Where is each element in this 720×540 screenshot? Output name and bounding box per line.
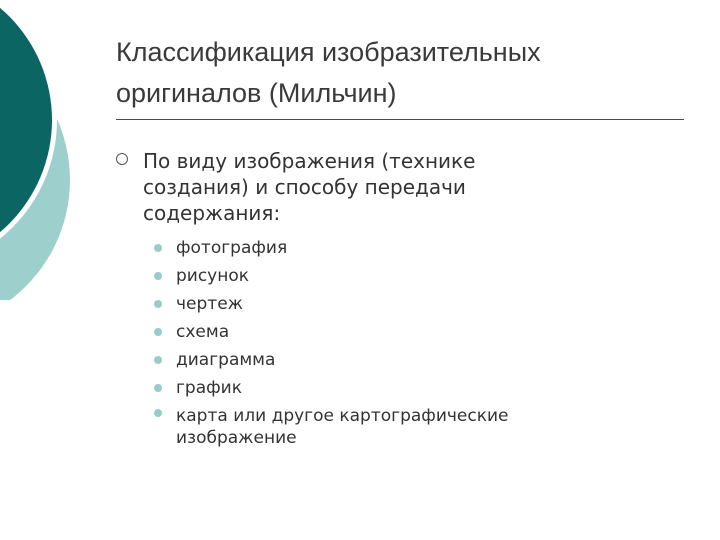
sub-bullet-list bbox=[153, 234, 693, 449]
list-item bbox=[153, 234, 693, 262]
list-item-text-line-2: изображение bbox=[176, 428, 297, 448]
filled-dot-icon bbox=[154, 409, 162, 417]
list-item bbox=[153, 318, 693, 346]
main-bullet-line-2: создания) и способу передачи bbox=[143, 175, 466, 199]
slide-title-line-2: оригиналов (Мильчин) bbox=[116, 78, 397, 108]
main-bullet-item bbox=[116, 148, 676, 226]
list-item bbox=[153, 290, 693, 318]
filled-dot-icon bbox=[154, 272, 162, 280]
main-bullet-text bbox=[143, 148, 676, 226]
filled-dot-icon bbox=[154, 300, 162, 308]
slide-title bbox=[116, 32, 696, 114]
list-item-text-line-1: карта или другое картографические bbox=[176, 406, 509, 426]
list-item-text: фотография bbox=[176, 238, 288, 258]
title-divider bbox=[116, 119, 684, 120]
filled-dot-icon bbox=[154, 244, 162, 252]
list-item-text: диаграмма bbox=[176, 350, 276, 370]
hollow-circle-icon bbox=[116, 153, 128, 165]
filled-dot-icon bbox=[154, 356, 162, 364]
list-item bbox=[153, 374, 693, 402]
main-bullet-line-1: По виду изображения (технике bbox=[143, 149, 476, 173]
main-bullet-line-3: содержания: bbox=[143, 201, 281, 225]
list-item-text: рисунок bbox=[176, 266, 250, 286]
list-item bbox=[153, 262, 693, 290]
filled-dot-icon bbox=[154, 384, 162, 392]
filled-dot-icon bbox=[154, 328, 162, 336]
slide-title-line-1: Классификация изобразительных bbox=[116, 37, 541, 67]
list-item-text: схема bbox=[176, 322, 230, 342]
decorative-circles bbox=[0, 0, 100, 300]
list-item bbox=[153, 402, 693, 449]
list-item-text: график bbox=[176, 378, 242, 398]
list-item bbox=[153, 346, 693, 374]
list-item-text: чертеж bbox=[176, 294, 243, 314]
